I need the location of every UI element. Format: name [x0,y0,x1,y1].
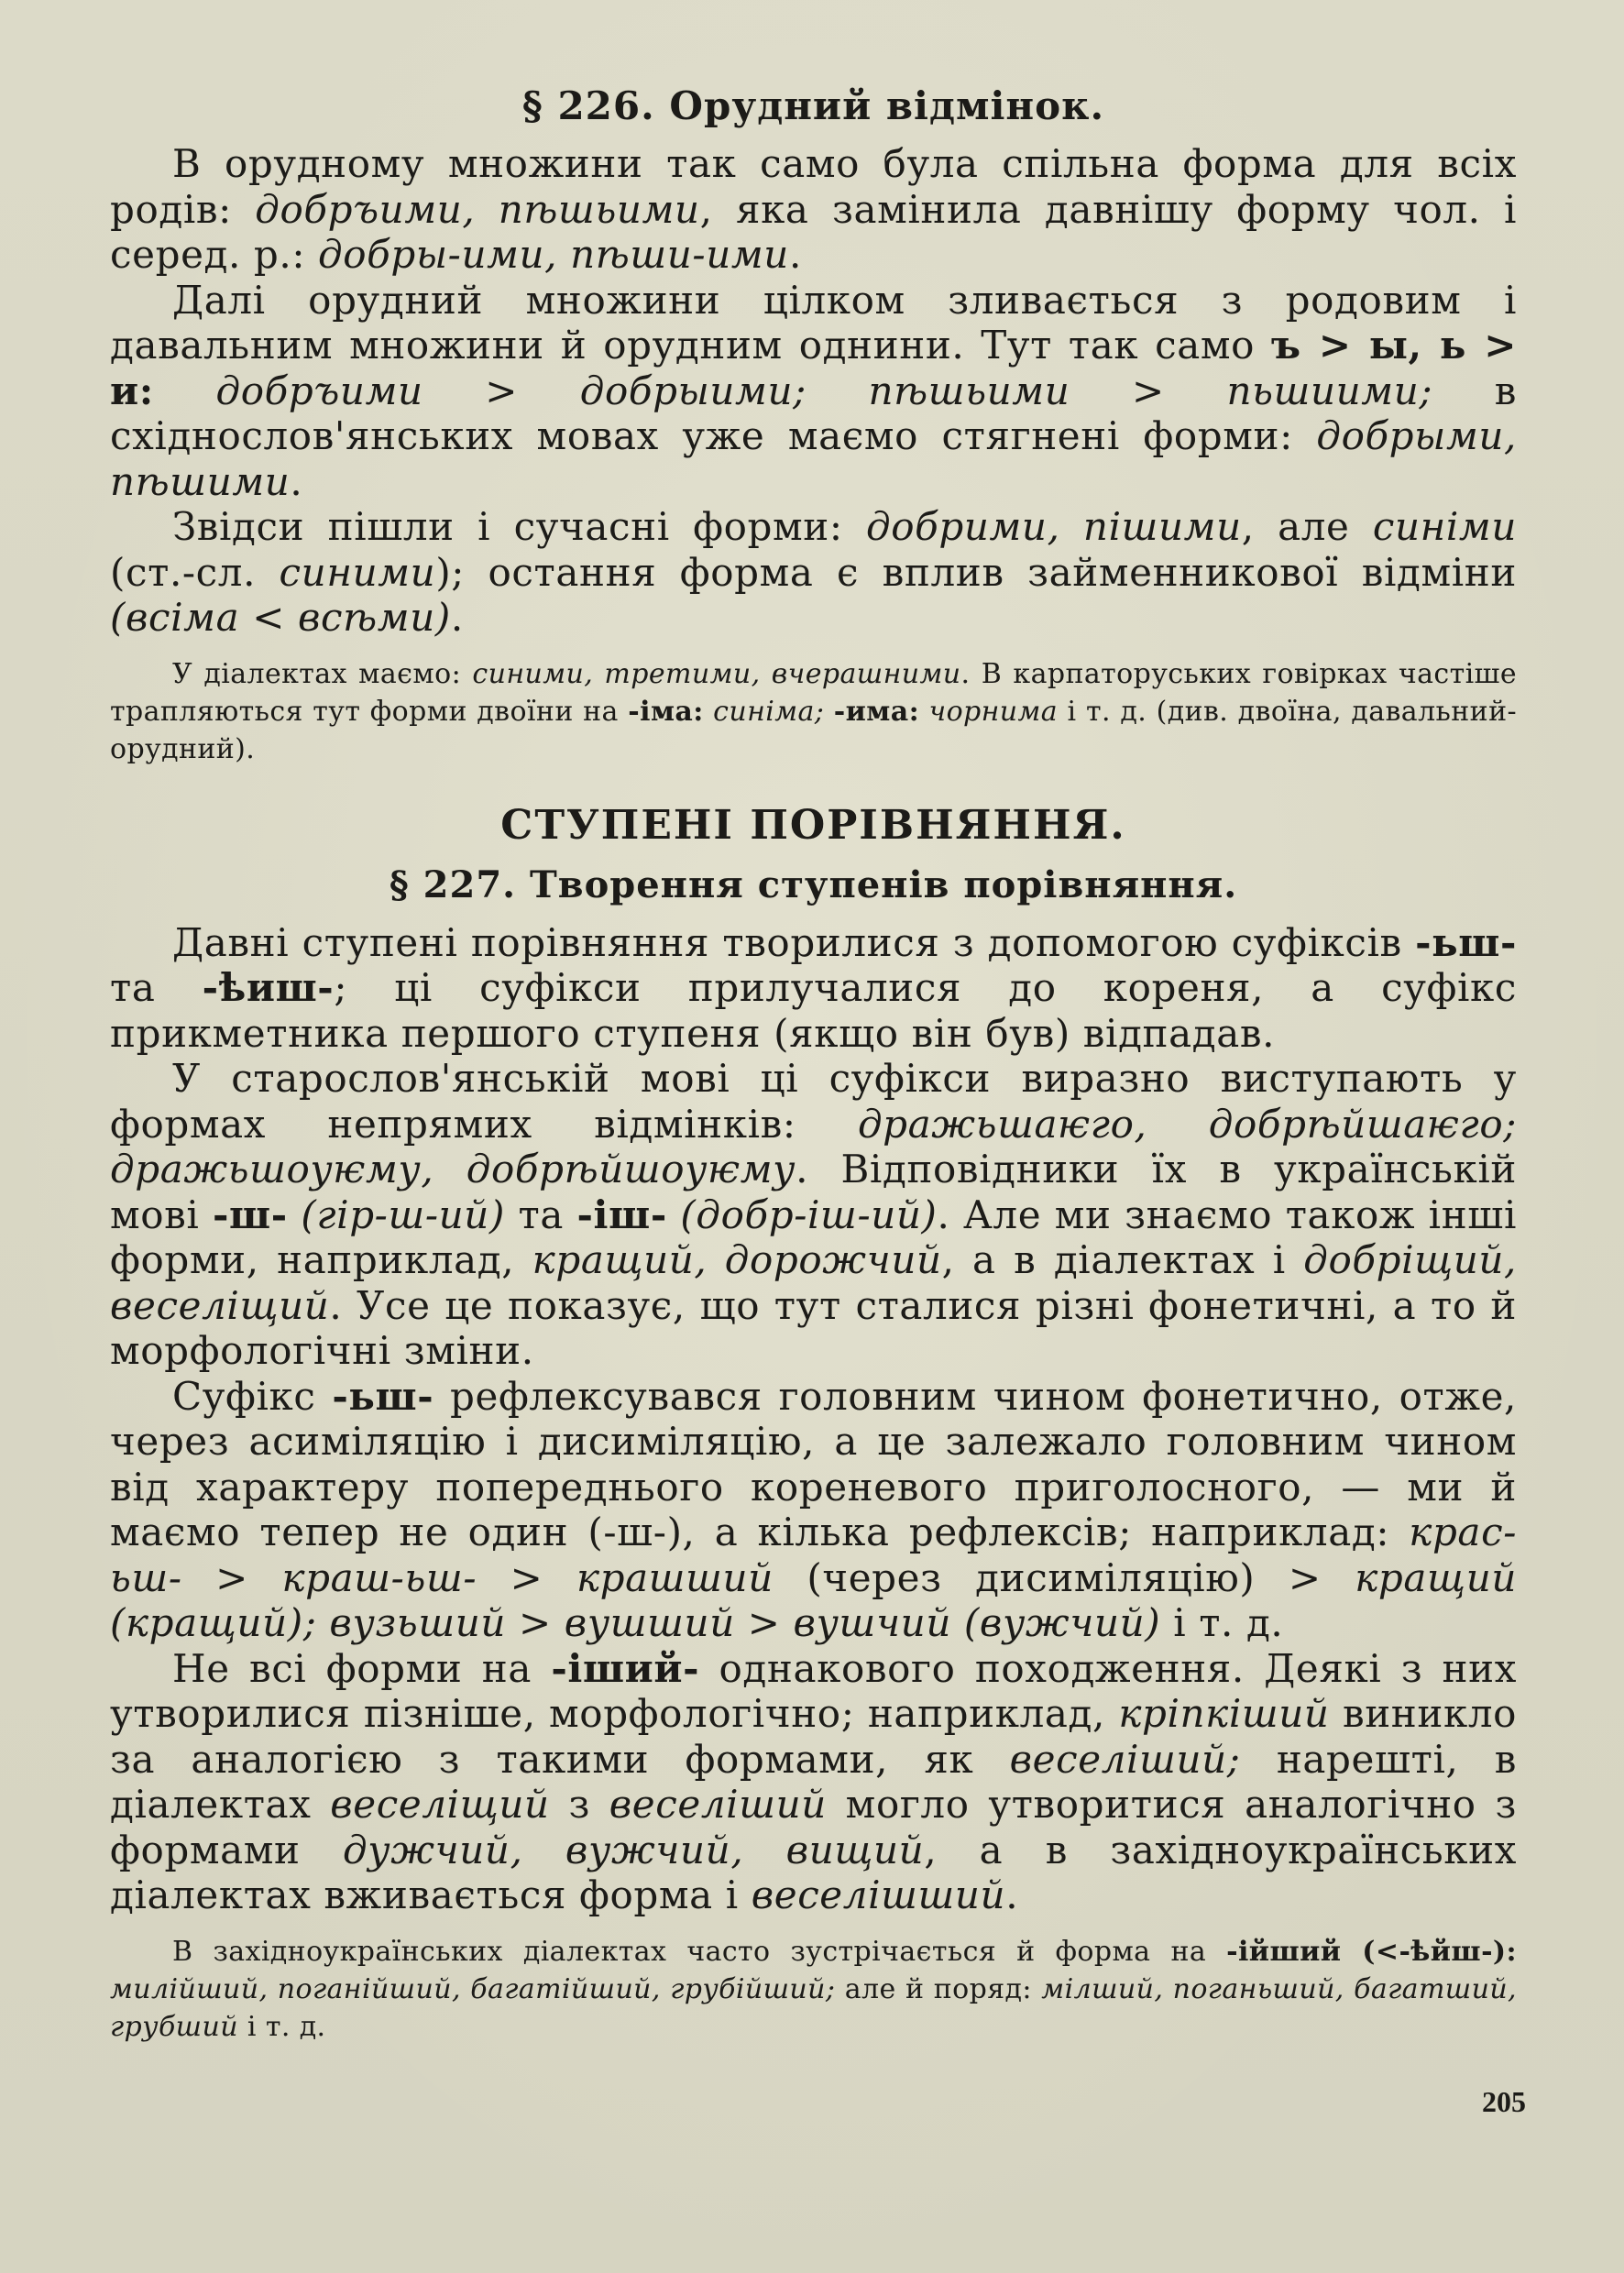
text-run: . Але ми знаємо також інші форми, наприклад, [110,1191,1517,1282]
bold-text-run: -іший- [551,1645,700,1691]
bold-text-run: ъ > ы, ь > и: [110,323,1517,413]
text-run: (через дисиміляцію) > [773,1554,1355,1600]
text-run: але й поряд: [835,1972,1042,2005]
text-run: , а в західноукраїнських діалектах вживається форма і [110,1827,1517,1917]
italic-text-run: мілший, поганьший, багатший, грубший [110,1972,1517,2043]
text-run: Давні ступені порівняння творилися з допомогою суфіксів [172,919,1416,965]
section-226-paragraph-2 [110,278,1517,505]
italic-text-run: веселіший [609,1782,827,1827]
section-226-title: § 226. Орудний відмінок. [521,83,1105,128]
section-226-dialect-note [110,655,1517,768]
text-run: У старослов'янській мові ці суфікси виразно виступають у формах непрямих відмінків: [110,1056,1517,1147]
text-run: . [450,595,464,640]
italic-text-run: добрими, пішими [866,504,1242,549]
section-227-dialect-note [110,1933,1517,2046]
text-run: . [1005,1872,1019,1917]
text-run [824,696,833,728]
text-run: виникло за аналогією з такими формами, як [110,1691,1517,1782]
section-227-title: § 227. Творення ступенів порівняння. [389,862,1238,906]
bold-text-run: -ьш- [332,1373,434,1419]
section-226-paragraph-1 [110,141,1517,278]
italic-text-run: дражьшаѥго, добрѣйшаѥго; дражьшоуѥму, добрѣйшоуѥму [110,1101,1517,1191]
bold-text-run: -ѣиш- [202,965,335,1010]
italic-text-run: кращий, дорожчий [532,1237,942,1282]
italic-text-run: синіми [1372,504,1517,549]
text-run [154,368,216,413]
text-run: В орудному множини так само була спільна форма для всіх родів: [110,141,1517,232]
section-227-paragraph-4 [110,1646,1517,1918]
text-run: і т. д. [1160,1600,1284,1645]
bold-text-run: -има: [833,695,920,728]
italic-text-run: крас-ьш- > краш-ьш- > крашший [110,1510,1517,1600]
italic-text-run: кріпкіший [1118,1691,1330,1736]
text-run: рефлексувався головним чином фонетично, отже, через асиміляцію і дисиміляцію, а це залежало головним чином від характеру попереднього кореневого приголосного, — ми й маємо тепер не один (-ш-), а кілька рефлексів; наприклад: [110,1373,1517,1554]
bold-text-run: -ьш- [1415,919,1517,965]
text-run: в східнослов'янських мовах уже маємо стягнені форми: [110,368,1518,458]
section-227-paragraph-1 [110,920,1517,1057]
text-run: однакового походження. Деякі з них утворилися пізніше, морфологічно; наприклад, [110,1645,1518,1736]
italic-text-run: дужчий, вужчий, вищий [343,1827,925,1872]
section-227-paragraph-2 [110,1056,1517,1374]
text-run: Звідси пішли і сучасні форми: [172,504,867,549]
text-run: і т. д. [237,2010,326,2043]
italic-text-run: синими, третими, вчерашними [472,657,961,690]
italic-text-run: синіма; [713,695,825,728]
italic-text-run: веселішший [751,1872,1006,1917]
italic-text-run: добріщий, веселіщий [110,1237,1517,1328]
text-run [288,1192,302,1237]
chapter-title: СТУПЕНІ ПОРІВНЯННЯ. [500,801,1126,849]
italic-text-run: синими [279,549,436,595]
bold-text-run: -ійший (<-ѣйш-): [1226,1935,1517,1968]
text-run: У діалектах маємо: [172,657,473,690]
italic-text-run: (всіма < всѣми) [110,595,451,640]
bold-text-run: -ш- [212,1191,288,1237]
text-run: . Усе це показує, що тут сталися різні фонетичні, а то й морфологічні зміни. [110,1282,1517,1373]
text-run: Суфікс [172,1373,333,1419]
text-run [919,696,928,728]
text-run: . [290,458,303,504]
italic-text-run: добръими, пѣшьими [255,186,700,232]
text-run [667,1192,681,1237]
italic-text-run: веселіщий [330,1782,550,1827]
italic-text-run: чорнима [928,695,1059,728]
text-run: , яка замінила давнішу форму чол. і серед. р.: [110,186,1517,277]
italic-text-run: милійший, поганійший, багатійший, грубійший; [110,1972,836,2005]
text-run: ); остання форма є вплив займенникової відміни [435,549,1517,595]
page-content [110,81,1517,2046]
italic-text-run: добръими > добрыими; пѣшьими > пьшиими; [215,368,1433,413]
bold-text-run: -іш- [576,1191,667,1237]
italic-text-run: добры-ими, пѣши-ими [318,232,789,277]
italic-text-run: (добр-іш-ий) [680,1191,938,1237]
text-run: Далі орудний множини цілком зливається з родовим і давальним множини й орудним однини. Тут так само [110,277,1517,368]
text-run: . [788,232,802,277]
section-227-paragraph-3 [110,1374,1517,1646]
italic-text-run: (гір-ш-ий) [301,1191,505,1237]
italic-text-run: кращий (кращий); вузьший > вушший > вушчий (вужчий) [110,1554,1517,1645]
text-run: , а в діалектах і [941,1237,1304,1282]
text-run: і т. д. (див. двоїна, давальний-орудний). [110,695,1517,765]
text-run: (ст.-сл. [110,549,280,595]
text-run: могло утворитися аналогічно з формами [110,1782,1517,1872]
text-run [704,696,713,728]
text-run: з [549,1782,609,1827]
text-run: , але [1241,504,1373,549]
bold-text-run: -іма: [628,695,704,728]
text-run: та [504,1191,577,1237]
text-run: нарешті, в діалектах [110,1736,1517,1827]
italic-text-run: добрыми, пѣшими [110,413,1517,504]
text-run: ; ці суфікси прилучалися до кореня, а суфікс прикметника першого ступеня (якщо він був) відпадав. [110,965,1517,1056]
text-run: Не всі форми на [172,1645,552,1691]
italic-text-run: веселіший; [1009,1736,1241,1782]
text-run: . В карпаторуських говірках частіше трапляються тут форми двоїни на [110,657,1518,728]
text-run: . Відповідники їх в українській мові [110,1147,1517,1237]
page-number: 205 [1482,2085,1526,2118]
section-226-paragraph-3 [110,504,1517,641]
text-run: та [110,965,203,1010]
text-run: В західноукраїнських діалектах часто зустрічається й форма на [172,1935,1227,1968]
